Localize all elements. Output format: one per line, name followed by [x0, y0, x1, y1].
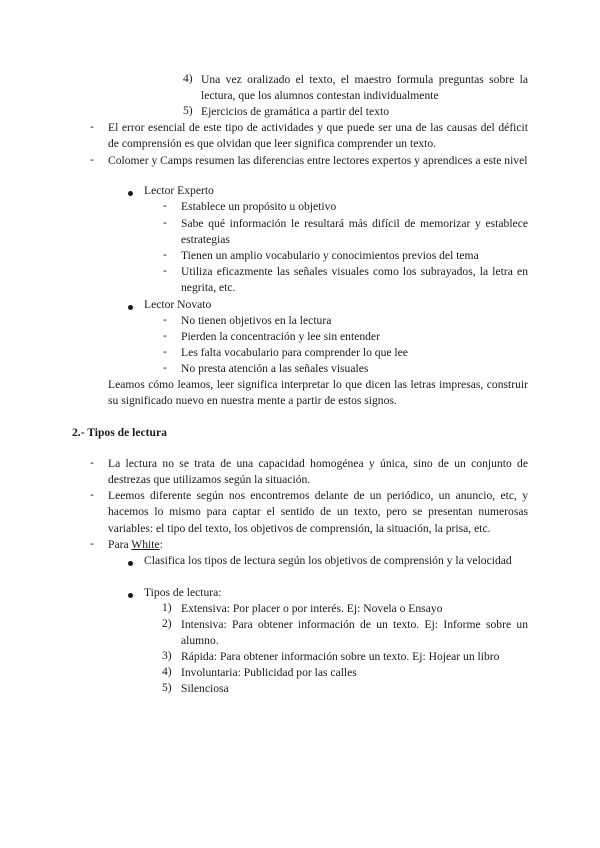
dash-marker: - — [90, 537, 94, 550]
tipo-item: Extensiva: Por placer o por interés. Ej: Novela o Ensayo — [181, 602, 443, 615]
experto-item: Utiliza eficazmente las señales visuales como los subrayados, la letra en negrita, etc. — [181, 265, 528, 295]
list-marker: 5) — [162, 681, 172, 694]
dash-marker: - — [90, 456, 94, 469]
dash-item-text: Leemos diferente según nos encontremos delante de un periódico, un anuncio, etc, y hacemos lo mismo para captar el sentido de un texto, pero se presentan numerosas variables: el tipo del texto, los objetivos de comprensión, la situación, la prisa, etc. — [108, 489, 528, 535]
dash-item-text: El error esencial de este tipo de actividades y que puede ser una de las causas del déficit de comprensión es que olvidan que leer significa comprender un texto. — [108, 121, 528, 151]
experto-item: Tienen un amplio vocabulario y conocimientos previos del tema — [181, 249, 479, 262]
dash-marker: - — [163, 216, 167, 229]
bullet-icon — [128, 305, 133, 310]
list-marker: 4) — [162, 665, 172, 678]
white-bullet-text: Clasifica los tipos de lectura según los objetivos de comprensión y la velocidad — [144, 554, 512, 567]
lector-novato-label: Lector Novato — [144, 298, 212, 311]
dash-marker: - — [163, 199, 167, 212]
closing-paragraph: Leamos cómo leamos, leer significa interpretar lo que dicen las letras impresas, construir su significado nuevo en nuestra mente a partir de estos signos. — [108, 378, 528, 408]
dash-marker: - — [90, 120, 94, 133]
section-heading: 2.- Tipos de lectura — [72, 426, 167, 439]
para-white-line — [108, 537, 528, 553]
list-marker: 1) — [162, 601, 172, 614]
novato-item: No presta atención a las señales visuales — [181, 362, 369, 375]
list-marker: 3) — [162, 649, 172, 662]
bullet-icon — [128, 191, 133, 196]
experto-item: Establece un propósito u objetivo — [181, 200, 337, 213]
list-marker: 5) — [183, 104, 193, 117]
list-marker: 2) — [162, 617, 172, 630]
list-marker: 4) — [183, 72, 193, 85]
bullet-icon — [128, 593, 133, 598]
dash-marker: - — [163, 313, 167, 326]
para-suffix: : — [159, 538, 163, 551]
dash-marker: - — [163, 264, 167, 277]
list-item-text: Una vez oralizado el texto, el maestro formula preguntas sobre la lectura, que los alumnos contestan individualmente — [201, 73, 528, 103]
dash-marker: - — [90, 488, 94, 501]
dash-item-text: La lectura no se trata de una capacidad homogénea y única, sino de un conjunto de destrezas que utilizamos según la situación. — [108, 457, 528, 487]
bullet-icon — [128, 561, 133, 566]
tipo-item: Silenciosa — [181, 682, 229, 695]
tipo-item: Intensiva: Para obtener información de un texto. Ej: Informe sobre un alumno. — [181, 618, 528, 648]
para-prefix: Para — [108, 538, 132, 551]
dash-marker: - — [163, 361, 167, 374]
list-item-text: Ejercicios de gramática a partir del texto — [201, 105, 389, 118]
dash-marker: - — [163, 345, 167, 358]
lector-experto-label: Lector Experto — [144, 184, 214, 197]
white-bullet-text: Tipos de lectura: — [144, 586, 222, 599]
dash-marker: - — [90, 153, 94, 166]
novato-item: Les falta vocabulario para comprender lo que lee — [181, 346, 408, 359]
white-link: White — [131, 538, 160, 551]
tipo-item: Involuntaria: Publicidad por las calles — [181, 666, 357, 679]
experto-item: Sabe qué información le resultará más difícil de memorizar y establece estrategias — [181, 217, 528, 247]
novato-item: No tienen objetivos en la lectura — [181, 314, 332, 327]
novato-item: Pierden la concentración y lee sin entender — [181, 330, 380, 343]
tipo-item: Rápida: Para obtener información sobre un texto. Ej: Hojear un libro — [181, 650, 500, 663]
dash-marker: - — [163, 329, 167, 342]
dash-item-text: Colomer y Camps resumen las diferencias entre lectores expertos y aprendices a este nivel — [108, 154, 528, 167]
dash-marker: - — [163, 248, 167, 261]
